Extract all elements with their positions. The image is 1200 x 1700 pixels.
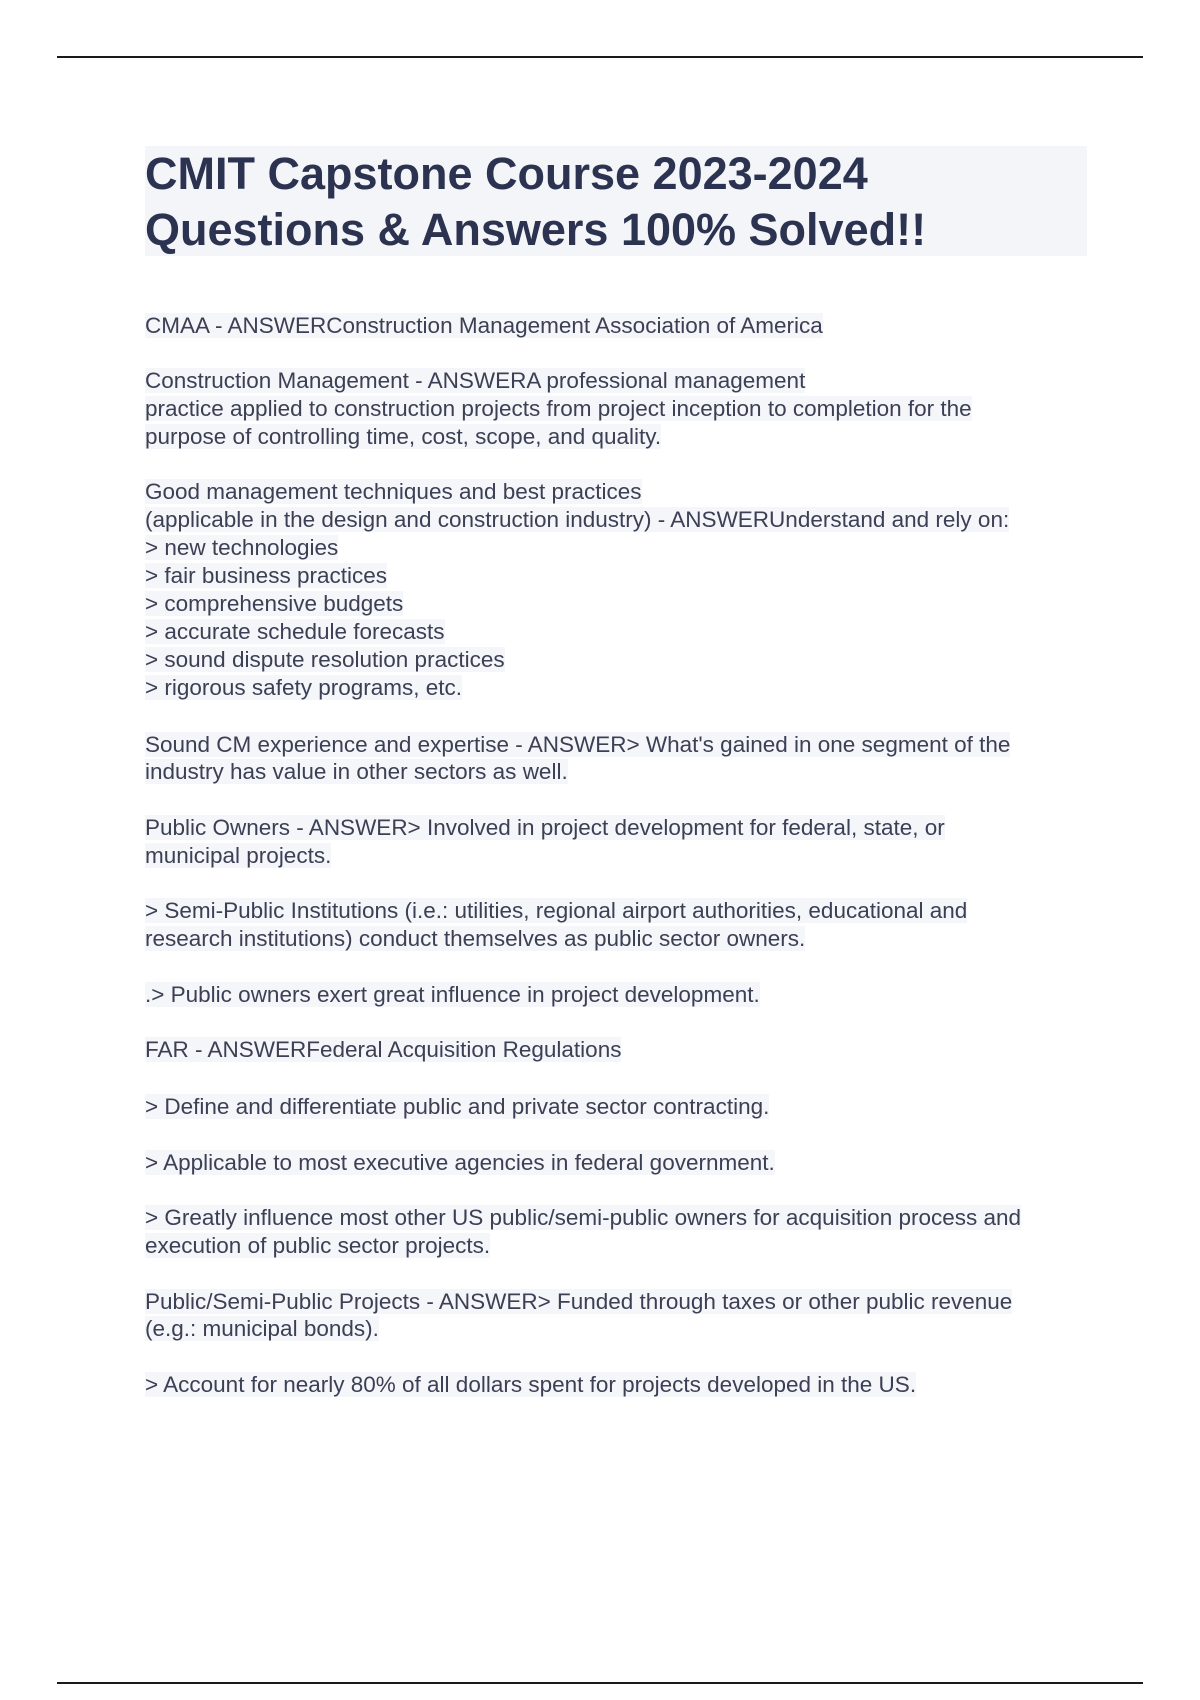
text-line: > rigorous safety programs, etc. [145,675,463,700]
text-line: .> Public owners exert great influence in project development. [145,982,760,1007]
text-line: research institutions) conduct themselves as public sector owners. [145,926,806,951]
text-line: (e.g.: municipal bonds). [145,1316,379,1341]
text-line: > accurate schedule forecasts [145,619,445,644]
text-line: municipal projects. [145,843,332,868]
text-line: > Greatly influence most other US public/semi-public owners for acquisition process and [145,1205,1022,1230]
text-line: > fair business practices [145,563,387,588]
text-line: Public/Semi-Public Projects - ANSWER> Funded through taxes or other public revenue [145,1289,1013,1314]
text-line: (applicable in the design and construction industry) - ANSWERUnderstand and rely on: [145,507,1010,532]
text-line: > Semi-Public Institutions (i.e.: utilities, regional airport authorities, educational and [145,898,968,923]
text-line: FAR - ANSWERFederal Acquisition Regulations [145,1037,622,1062]
title-line-2: Questions & Answers 100% Solved!! [145,204,927,255]
text-line: practice applied to construction projects from project inception to completion for the [145,396,972,421]
text-line: Public Owners - ANSWER> Involved in project development for federal, state, or [145,815,945,840]
page-title [145,146,1087,256]
text-line: CMAA - ANSWERConstruction Management Association of America [145,313,823,338]
bottom-rule [57,1682,1143,1684]
top-rule [57,56,1143,58]
text-line: > Applicable to most executive agencies in federal government. [145,1150,775,1175]
text-line: purpose of controlling time, cost, scope, and quality. [145,424,662,449]
text-line: > Account for nearly 80% of all dollars spent for projects developed in the US. [145,1372,917,1397]
text-line: Good management techniques and best practices [145,479,642,504]
text-line: Sound CM experience and expertise - ANSWER> What's gained in one segment of the [145,732,1011,757]
title-line-1: CMIT Capstone Course 2023-2024 [145,148,868,199]
text-line: industry has value in other sectors as well. [145,759,568,784]
text-line: > new technologies [145,535,339,560]
text-line: > Define and differentiate public and private sector contracting. [145,1094,770,1119]
text-line: Construction Management - ANSWERA professional management [145,368,806,393]
text-line: execution of public sector projects. [145,1233,491,1258]
text-line: > comprehensive budgets [145,591,404,616]
text-line: > sound dispute resolution practices [145,647,505,672]
